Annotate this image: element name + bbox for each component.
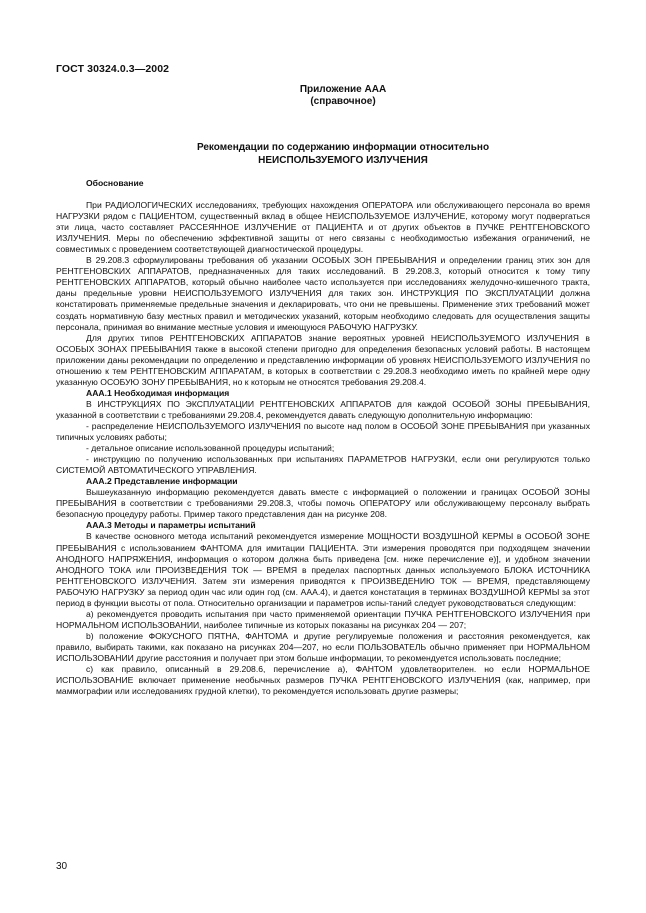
appendix-name: Приложение ААА (299, 84, 387, 95)
paragraph: В ИНСТРУКЦИЯХ ПО ЭКСПЛУАТАЦИИ РЕНТГЕНОВСКИХ АППАРАТОВ для каждой ОСОБОЙ ЗОНЫ ПРЕБЫВАНИЯ, указанной в соответствии с требованиями 29.208.4, рекомендуется давать следующую дополнительную информацию: (56, 398, 590, 420)
list-item: - инструкцию по получению использованных при испытаниях ПАРАМЕТРОВ НАГРУЗКИ, если они регулируются только СИСТЕМОЙ АВТОМАТИЧЕСКОГО УПРАВЛЕНИЯ. (56, 454, 590, 476)
appendix-type: (справочное) (310, 96, 376, 107)
rationale-heading: Обоснование (86, 178, 144, 188)
paragraph: При РАДИОЛОГИЧЕСКИХ исследованиях, требующих нахождения ОПЕРАТОРА или обслуживающего персонала во время НАГРУЗКИ рядом с ПАЦИЕНТОМ, существенный вклад в общее НЕИСПОЛЬЗУЕМОЕ ИЗЛУЧЕНИЕ, которому могут подвергаться эти лица, часто составляет РАССЕЯННОЕ ИЗЛУЧЕНИЕ от ПАЦИЕНТА и от других объектов в ПУЧКЕ РЕНТГЕНОВСКОГО ИЗЛУЧЕНИЯ. Меры по обеспечению эффективной защиты от него связаны с необходимостью избежания ограничений, не совместимых с проведением соответствующей диагностической процедуры. (56, 200, 590, 255)
document-body (56, 178, 590, 697)
section-heading-aaa3: ААА.3 Методы и параметры испытаний (86, 520, 256, 531)
section-heading-aaa1: ААА.1 Необходимая информация (86, 387, 230, 398)
section-title (0, 141, 646, 167)
title-line-2: НЕИСПОЛЬЗУЕМОГО ИЗЛУЧЕНИЯ (258, 155, 428, 166)
list-item: b) положение ФОКУСНОГО ПЯТНА, ФАНТОМА и другие регулируемые положения и расстояния рекомендуется, как правило, выбирать такими, как показано на рисунках 204—207, но если ПОЛЬЗОВАТЕЛЬ обычно применяет при НОРМАЛЬНОМ ИСПОЛЬЗОВАНИИ другие расстояния и получает при этом больше информации, то рекомендуется использовать последние; (56, 630, 590, 663)
list-item: с) как правило, описанный в 29.208.6, перечисление а), ФАНТОМ удовлетворителен. но если НОРМАЛЬНОЕ ИСПОЛЬЗОВАНИЕ включает применение необычных размеров ПУЧКА РЕНТГЕНОВСКОГО ИЗЛУЧЕНИЯ (как, например, при маммографии или исследованиях грудной клетки), то рекомендуется использовать другие размеры; (56, 664, 590, 697)
title-line-1: Рекомендации по содержанию информации относительно (196, 142, 490, 153)
list-item: - распределение НЕИСПОЛЬЗУЕМОГО ИЗЛУЧЕНИЯ по высоте над полом в ОСОБОЙ ЗОНЕ ПРЕБЫВАНИЯ при указанных типичных условиях работы; (56, 420, 590, 443)
paragraph: В качестве основного метода испытаний рекомендуется измерение МОЩНОСТИ ВОЗДУШНОЙ КЕРМЫ в ОСОБОЙ ЗОНЕ ПРЕБЫВАНИЯ с использованием ФАНТОМА для имитации ПАЦИЕНТА. Эти измерения проводятся при подходящем значении АНОДНОГО НАПРЯЖЕНИЯ, информация о котором должна быть приведена [см. ниже перечисление е)], и удобном значении АНОДНОГО ТОКА или ПРОИЗВЕДЕНИЯ ТОК — ВРЕМЯ в пределах паспортных данных используемого БЛОКА ИСТОЧНИКА РЕНТГЕНОВСКОГО ИЗЛУЧЕНИЯ. Затем эти измерения приводятся к ПРОИЗВЕДЕНИЮ ТОК — ВРЕМЯ, представляющему РАБОЧУЮ НАГРУЗКУ за период один час или один год (см. ААА.4), и дается констатация в терминах ВОЗДУШНОЙ КЕРМЫ за этот период в функции высоты от пола. Относительно организации и параметров испы-таний следует руководствоваться следующим: (56, 531, 590, 608)
paragraph: Вышеуказанную информацию рекомендуется давать вместе с информацией о положении и границах ОСОБОЙ ЗОНЫ ПРЕБЫВАНИЯ в соответствии с требованиями 29.208.3, чтобы помочь ОПЕРАТОРУ или обслуживающему персоналу выбрать безопасную процедуру работы. Пример такого представления дан на рисунке 208. (56, 487, 590, 520)
document-code: ГОСТ 30324.0.3—2002 (56, 63, 170, 75)
paragraph: Для других типов РЕНТГЕНОВСКИХ АППАРАТОВ знание вероятных уровней НЕИСПОЛЬЗУЕМОГО ИЗЛУЧЕНИЯ в ОСОБЫХ ЗОНАХ ПРЕБЫВАНИЯ также в высокой степени пригодно для определения безопасных условий работы. В настоящем приложении даны рекомендации по определению и представлению информации об уровнях НЕИСПОЛЬЗУЕМОГО ИЗЛУЧЕНИЯ по отношению к тем РЕНТГЕНОВСКИМ АППАРАТАМ, в которых в соответствии с 29.208.3 необходимо иметь по крайней мере одну указанную ОСОБУЮ ЗОНУ ПРЕБЫВАНИЯ, но к которым не относятся требования 29.208.4. (56, 332, 590, 387)
section-heading-aaa2: ААА.2 Представление информации (86, 476, 238, 487)
list-item: а) рекомендуется проводить испытания при часто применяемой ориентации ПУЧКА РЕНТГЕНОВСКОГО ИЗЛУЧЕНИЯ при НОРМАЛЬНОМ ИСПОЛЬЗОВАНИИ, наиболее типичные из которых показаны на рисунках 204 — 207; (56, 608, 590, 630)
paragraph: В 29.208.3 сформулированы требования об указании ОСОБЫХ ЗОН ПРЕБЫВАНИЯ и определении границ этих зон для РЕНТГЕНОВСКИХ АППАРАТОВ, предназначенных для таких исследований. В 29.208.3, который относится к тому типу РЕНТГЕНОВСКИХ АППАРАТОВ, который обычно наиболее часто используется при исследованиях желудочно-кишечного тракта, даны предельные уровни НЕИСПОЛЬЗУЕМОГО ИЗЛУЧЕНИЯ для таких зон. ИНСТРУКЦИЯ ПО ЭКСПЛУАТАЦИИ должна констатировать применяемые предельные значения и декларировать, что они не превышены. Применение этих требований может создать нормативную базу местных правил и методических указаний, которым необходимо следовать для осуществления защиты персонала, принимая во внимание местные условия и имеющуюся РАБОЧУЮ НАГРУЗКУ. (56, 255, 590, 332)
list-item: - детальное описание использованной процедуры испытаний; (86, 443, 335, 454)
page-number: 30 (56, 861, 68, 872)
appendix-heading (0, 84, 646, 108)
